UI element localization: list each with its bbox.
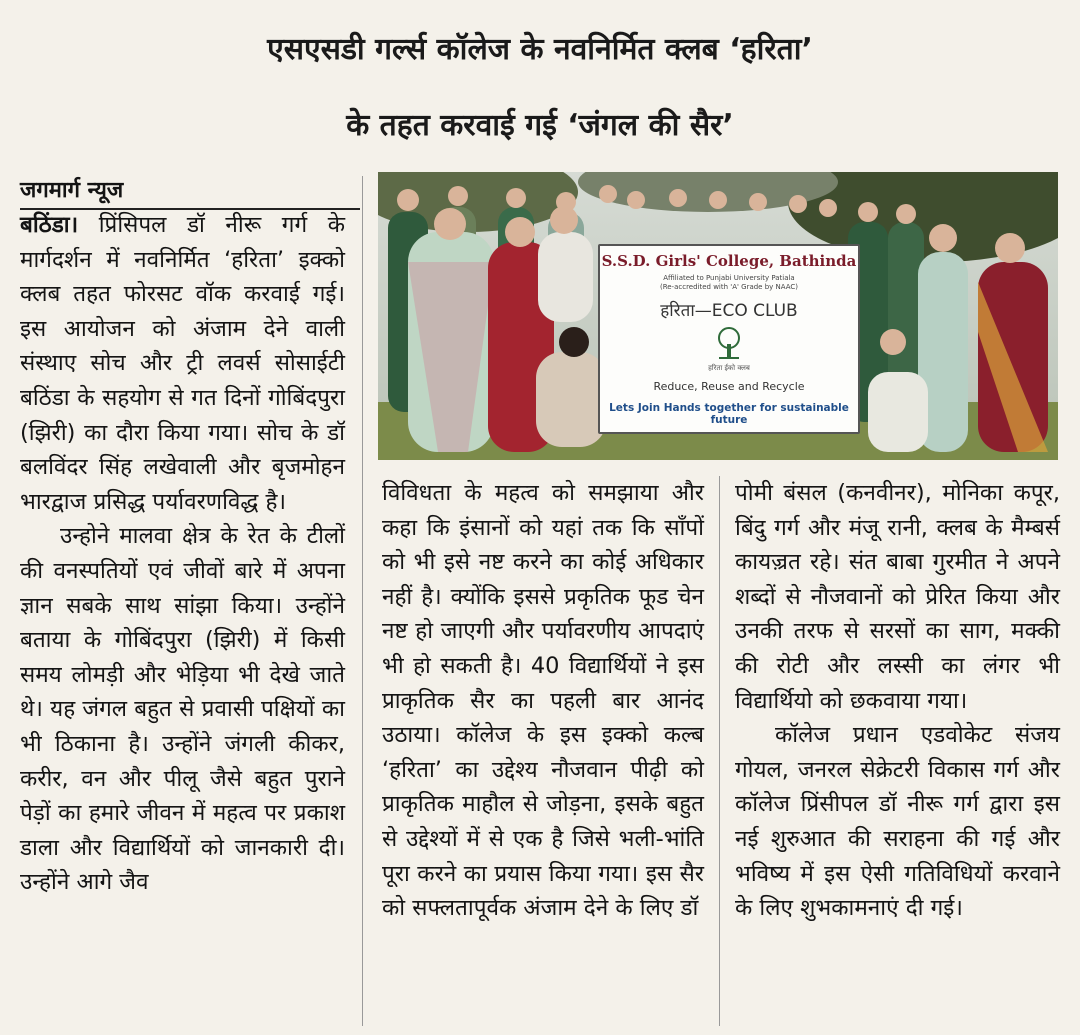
paragraph: पोमी बंसल (कनवीनर), मोनिका कपूर, बिंदु गर्ग और मंजू रानी, क्लब के मैम्बर्स कायज़्रत रहे। संत बाबा गुरमीत ने अपने शब्दों से नौजवानों को प्रेरित किया और उनकी तरफ से सरसों का साग, मक्की की रोटी और लस्सी का लंगर भी विद्यार्थियो को छकवाया गया। [735, 480, 1060, 714]
paragraph-text: प्रिंसिपल डॉ नीरू गर्ग के मार्गदर्शन में नवनिर्मित ‘हरिता’ इक्को क्लब तहत फोरसट वॉक करवाई गई। इस आयोजन को अंजाम देने वाली संस्थाए सोच और ट्री लवर्स सोसाईटी बठिंडा के सहयोग से गत दिनों गोबिंदपुरा (झिरी) का दौरा किया गया। सोच के डॉ बलविंदर सिंह लखेवाली और बृजमोहन भारद्वाज प्रसिद्ध पर्यावरणविद्ध है। [20, 212, 345, 515]
byline: जगमार्ग न्यूज [20, 176, 360, 210]
group-photo [378, 172, 1058, 460]
banner-affiliation: Affiliated to Punjabi University Patiala (Re-accredited with 'A' Grade by NAAC) [659, 274, 799, 291]
headline-line-1: एसएसडी गर्ल्स कॉलेज के नवनिर्मित क्लब ‘हरिता’ [267, 32, 813, 67]
dateline: बठिंडा। [20, 212, 79, 238]
headline-line-2: के तहत करवाई गई ‘जंगल की सैर’ [346, 108, 734, 143]
tree-logo-icon [711, 326, 747, 362]
column-rule [362, 176, 363, 1026]
banner-tagline: Reduce, Reuse and Recycle [653, 380, 805, 393]
article-column-2 [382, 476, 704, 926]
article-column-1 [20, 208, 345, 900]
eco-club-banner [598, 244, 860, 434]
column-rule [719, 476, 720, 1026]
banner-motto: हरिता ईको क्लब [708, 364, 750, 372]
paragraph [20, 208, 345, 519]
banner-bottom-text: Lets Join Hands together for sustainable future [609, 402, 849, 426]
banner-club-name: हरिता—ECO CLUB [660, 301, 798, 321]
paragraph: उन्होने मालवा क्षेत्र के रेत के टीलों की वनस्पतियों एवं जीवों बारे में अपना ज्ञान सबके साथ सांझा किया। उन्होंने बताया के गोबिंदपुरा (झिरी) में किसी समय लोमड़ी और भेड़िया भी देखे जाते थे। यह जंगल बहुत से प्रवासी पक्षियों का भी ठिकाना है। उन्होंने जंगली कीकर, करीर, वन और पीलू जैसे बहुत पुराने पेड़ों का हमारे जीवन में महत्व पर प्रकाश डाला और विद्यार्थियों को जानकारी दी। उन्होंने आगे जैव [20, 523, 345, 896]
article-column-3 [735, 476, 1060, 926]
paragraph: विविधता के महत्व को समझाया और कहा कि इंसानों को यहां तक कि साँपों को भी इसे नष्ट करने का कोई अधिकार नहीं है। क्योंकि इससे प्रकृतिक फूड चेन नष्ट हो जाएगी और पर्यावरणीय आपदाएं भी हो सकती है। 40 विद्यार्थियों ने इस प्राकृतिक सैर का पहली बार आनंद उठाया। कॉलेज के इस इक्को कल्ब ‘हरिता’ का उद्देश्य नौजवान पीढ़ी को प्राकृतिक माहौल से जोड़ना, इसके बहुत से उद्देश्यों में से एक है जिसे भली-भांति पूरा करने का प्रयास किया गया। इस सैर को सफ्लतापूर्वक अंजाम देने के लिए डॉ [382, 480, 704, 922]
paragraph: कॉलेज प्रधान एडवोकेट संजय गोयल, जनरल सेक्रेटरी विकास गर्ग और कॉलेज प्रिंसीपल डॉ नीरू गर्ग द्वारा इस नई शुरुआत की सराहना की गई और भविष्य में इस ऐसी गतिविधियों करवाने के लिए शुभकामनाएं दी गई। [735, 722, 1060, 922]
banner-college: S.S.D. Girls' College, Bathinda [601, 252, 857, 270]
